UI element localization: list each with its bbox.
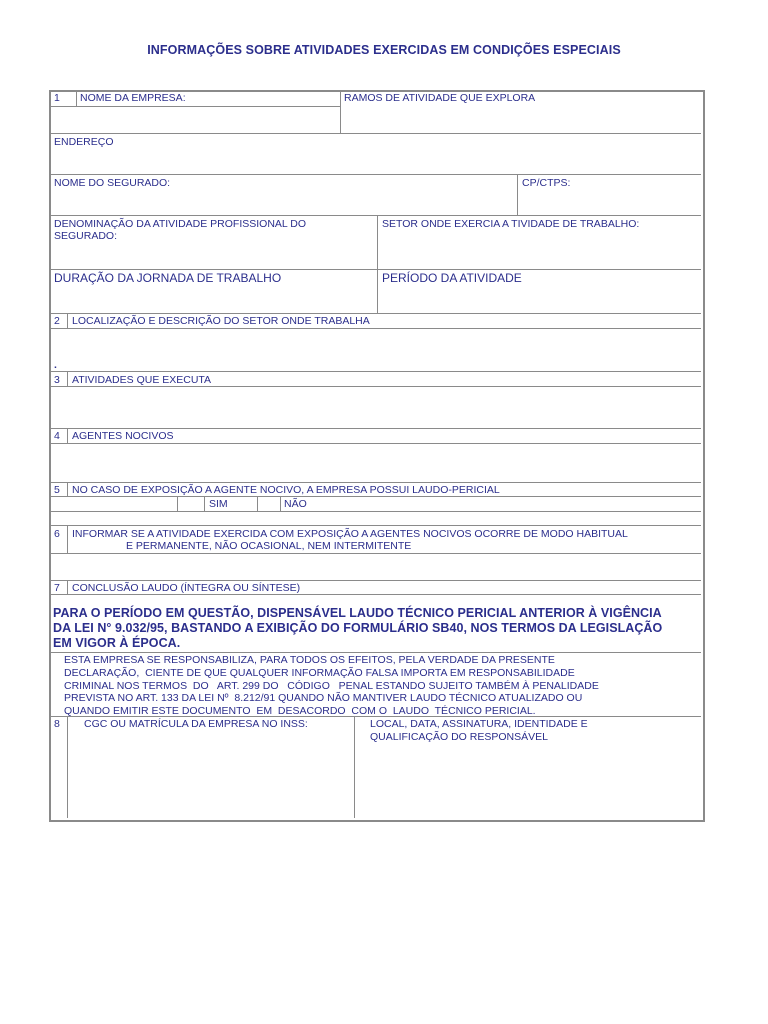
section-2-dot: . bbox=[54, 359, 57, 371]
section-6-number: 6 bbox=[54, 528, 60, 540]
rule bbox=[50, 215, 701, 216]
rule-v bbox=[67, 526, 68, 553]
rule bbox=[50, 386, 701, 387]
rule-v bbox=[67, 717, 68, 818]
rule bbox=[50, 482, 701, 483]
form-title: INFORMAÇÕES SOBRE ATIVIDADES EXERCIDAS EM CONDIÇÕES ESPECIAIS bbox=[147, 43, 621, 57]
option-nao-checkbox[interactable] bbox=[258, 498, 279, 510]
declaration-line2: DECLARAÇÃO, CIENTE DE QUE QUALQUER INFORMAÇÃO FALSA IMPORTA EM RESPONSABILIDADE bbox=[64, 666, 575, 679]
rule-v bbox=[354, 717, 355, 818]
rule bbox=[50, 428, 701, 429]
rule-v bbox=[340, 91, 341, 133]
dispensation-notice bbox=[53, 606, 701, 651]
expert-report-question: NO CASO DE EXPOSIÇÃO A AGENTE NOCIVO, A EMPRESA POSSUI LAUDO-PERICIAL bbox=[72, 484, 500, 496]
rule-v bbox=[280, 497, 281, 511]
declaration-line4: PREVISTA NO ART. 133 DA LEI Nº 8.212/91 QUANDO NÃO MANTIVER LAUDO TÉCNICO ATUALIZADO OU bbox=[64, 692, 583, 705]
declaration-line3: CRIMINAL NOS TERMOS DO ART. 299 DO CÓDIGO PENAL ESTANDO SUJEITO TAMBÉM À PENALIDADE bbox=[64, 679, 599, 692]
option-nao-label: NÃO bbox=[284, 498, 307, 510]
cgc-label: CGC OU MATRÍCULA DA EMPRESA NO INSS: bbox=[84, 718, 308, 730]
section-1-number: 1 bbox=[54, 92, 60, 104]
section-2-number: 2 bbox=[54, 315, 60, 327]
dispensation-notice-line3: EM VIGOR À ÉPOCA. bbox=[53, 636, 181, 650]
rule-v bbox=[67, 483, 68, 496]
rule bbox=[50, 525, 701, 526]
rule bbox=[50, 553, 701, 554]
responsibility-declaration bbox=[64, 654, 694, 718]
harmful-agents-label: AGENTES NOCIVOS bbox=[72, 430, 174, 442]
address-label: ENDEREÇO bbox=[54, 136, 114, 148]
insured-name-label: NOME DO SEGURADO: bbox=[54, 177, 171, 189]
dispensation-notice-line2: DA LEI N° 9.032/95, BASTANDO A EXIBIÇÃO DO FORMULÁRIO SB40, NOS TERMOS DA LEGISLAÇÃO bbox=[53, 621, 663, 635]
rule bbox=[50, 511, 701, 512]
rule bbox=[50, 269, 701, 270]
rule bbox=[50, 371, 701, 372]
work-sector-label: SETOR ONDE EXERCIA A TIVIDADE DE TRABALHO: bbox=[382, 218, 640, 230]
rule bbox=[50, 313, 701, 314]
section-3-number: 3 bbox=[54, 374, 60, 386]
activity-period-label: PERÍODO DA ATIVIDADE bbox=[382, 271, 522, 285]
dispensation-notice-line1: PARA O PERÍODO EM QUESTÃO, DISPENSÁVEL LAUDO TÉCNICO PERICIAL ANTERIOR À VIGÊNCIA bbox=[53, 606, 662, 620]
rule bbox=[50, 594, 701, 595]
section-7-number: 7 bbox=[54, 582, 60, 594]
ctps-label: CP/CTPS: bbox=[522, 177, 571, 189]
section-5-number: 5 bbox=[54, 484, 60, 496]
rule-v bbox=[204, 497, 205, 511]
signature-label-line2: QUALIFICAÇÃO DO RESPONSÁVEL bbox=[370, 731, 548, 743]
section-8-number: 8 bbox=[54, 718, 60, 730]
work-hours-label: DURAÇÃO DA JORNADA DE TRABALHO bbox=[54, 271, 282, 285]
rule bbox=[50, 133, 701, 134]
rule bbox=[50, 580, 701, 581]
rule-v bbox=[377, 216, 378, 313]
rule-v bbox=[517, 175, 518, 215]
section-4-number: 4 bbox=[54, 430, 60, 442]
rule-v bbox=[67, 314, 68, 328]
report-conclusion-label: CONCLUSÃO LAUDO (ÍNTEGRA OU SÍNTESE) bbox=[72, 582, 301, 594]
habitual-exposure-label-line1: INFORMAR SE A ATIVIDADE EXERCIDA COM EXPOSIÇÃO A AGENTES NOCIVOS OCORRE DE MODO HABITUAL bbox=[72, 528, 628, 540]
rule bbox=[50, 106, 340, 107]
company-name-label: NOME DA EMPRESA: bbox=[80, 92, 186, 104]
rule-v bbox=[67, 429, 68, 443]
declaration-line5: QUANDO EMITIR ESTE DOCUMENTO EM DESACORDO COM O LAUDO TÉCNICO PERICIAL. bbox=[64, 705, 536, 718]
option-sim-label: SIM bbox=[209, 498, 228, 510]
rule bbox=[50, 443, 701, 444]
activities-label: ATIVIDADES QUE EXECUTA bbox=[72, 374, 212, 386]
rule bbox=[50, 496, 701, 497]
rule bbox=[50, 174, 701, 175]
option-sim-checkbox[interactable] bbox=[178, 498, 203, 510]
habitual-exposure-label-line2: E PERMANENTE, NÃO OCASIONAL, NEM INTERMITENTE bbox=[126, 540, 412, 552]
rule bbox=[50, 652, 701, 653]
signature-label-line1: LOCAL, DATA, ASSINATURA, IDENTIDADE E bbox=[370, 718, 588, 730]
rule-v bbox=[67, 372, 68, 386]
declaration-line1: ESTA EMPRESA SE RESPONSABILIZA, PARA TODOS OS EFEITOS, PELA VERDADE DA PRESENTE bbox=[64, 654, 555, 666]
rule-v bbox=[67, 581, 68, 594]
activity-denomination-label-line1: DENOMINAÇÃO DA ATIVIDADE PROFISSIONAL DO bbox=[54, 218, 307, 230]
activity-branches-label: RAMOS DE ATIVIDADE QUE EXPLORA bbox=[344, 92, 536, 104]
activity-denomination-label-line2: SEGURADO: bbox=[54, 230, 118, 242]
rule bbox=[50, 328, 701, 329]
rule-v bbox=[76, 91, 77, 106]
sector-location-label: LOCALIZAÇÃO E DESCRIÇÃO DO SETOR ONDE TRABALHA bbox=[72, 315, 370, 327]
